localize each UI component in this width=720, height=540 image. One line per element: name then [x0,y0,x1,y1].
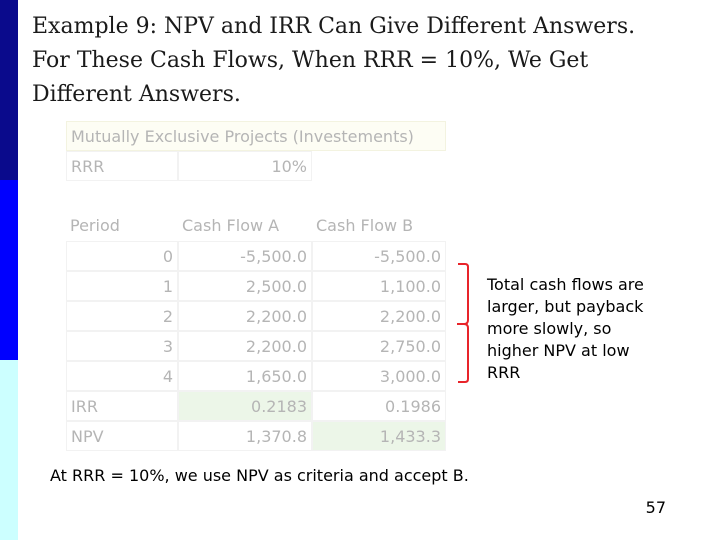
sheet-title: Mutually Exclusive Projects (Investements) [66,121,446,151]
irr-label: IRR [66,391,178,421]
note-line: larger, but payback [487,297,644,316]
npv-b-value: 1,433.3 [312,421,446,451]
sidebar-stripe-bottom [0,360,18,540]
cash-flow-b-cell: 1,100.0 [312,271,446,301]
npv-a-value: 1,370.8 [178,421,312,451]
conclusion-text: At RRR = 10%, we use NPV as criteria and accept B. [50,466,469,485]
page-number: 57 [645,498,666,517]
header-cash-flow-b: Cash Flow B [316,216,414,235]
rrr-value: 10% [178,151,312,181]
title-line-2: For These Cash Flows, When RRR = 10%, We Get [32,48,589,73]
period-cell: 0 [66,241,178,271]
slide-title [32,10,702,112]
cash-flow-b-cell: 2,200.0 [312,301,446,331]
title-line-3: Different Answers. [32,82,241,107]
sidebar-stripe-top [0,0,18,180]
cash-flow-b-cell: 2,750.0 [312,331,446,361]
note-line: higher NPV at low [487,341,630,360]
header-cash-flow-a: Cash Flow A [182,216,280,235]
annotation-note [487,274,687,384]
rrr-label: RRR [66,151,178,181]
cash-flow-b-cell: 3,000.0 [312,361,446,391]
note-line: Total cash flows are [487,275,644,294]
bracket-icon [454,262,484,384]
cash-flow-a-cell: 1,650.0 [178,361,312,391]
sidebar-stripe-middle [0,180,18,360]
spreadsheet-table [66,121,448,448]
irr-b-value: 0.1986 [312,391,446,421]
note-line: more slowly, so [487,319,612,338]
period-cell: 3 [66,331,178,361]
period-cell: 1 [66,271,178,301]
npv-label: NPV [66,421,178,451]
header-period: Period [70,216,120,235]
cash-flow-a-cell: 2,200.0 [178,331,312,361]
title-line-1: Example 9: NPV and IRR Can Give Different Answers. [32,14,636,39]
irr-a-value: 0.2183 [178,391,312,421]
period-cell: 4 [66,361,178,391]
cash-flow-a-cell: -5,500.0 [178,241,312,271]
cash-flow-b-cell: -5,500.0 [312,241,446,271]
note-line: RRR [487,363,521,382]
period-cell: 2 [66,301,178,331]
cash-flow-a-cell: 2,500.0 [178,271,312,301]
cash-flow-a-cell: 2,200.0 [178,301,312,331]
